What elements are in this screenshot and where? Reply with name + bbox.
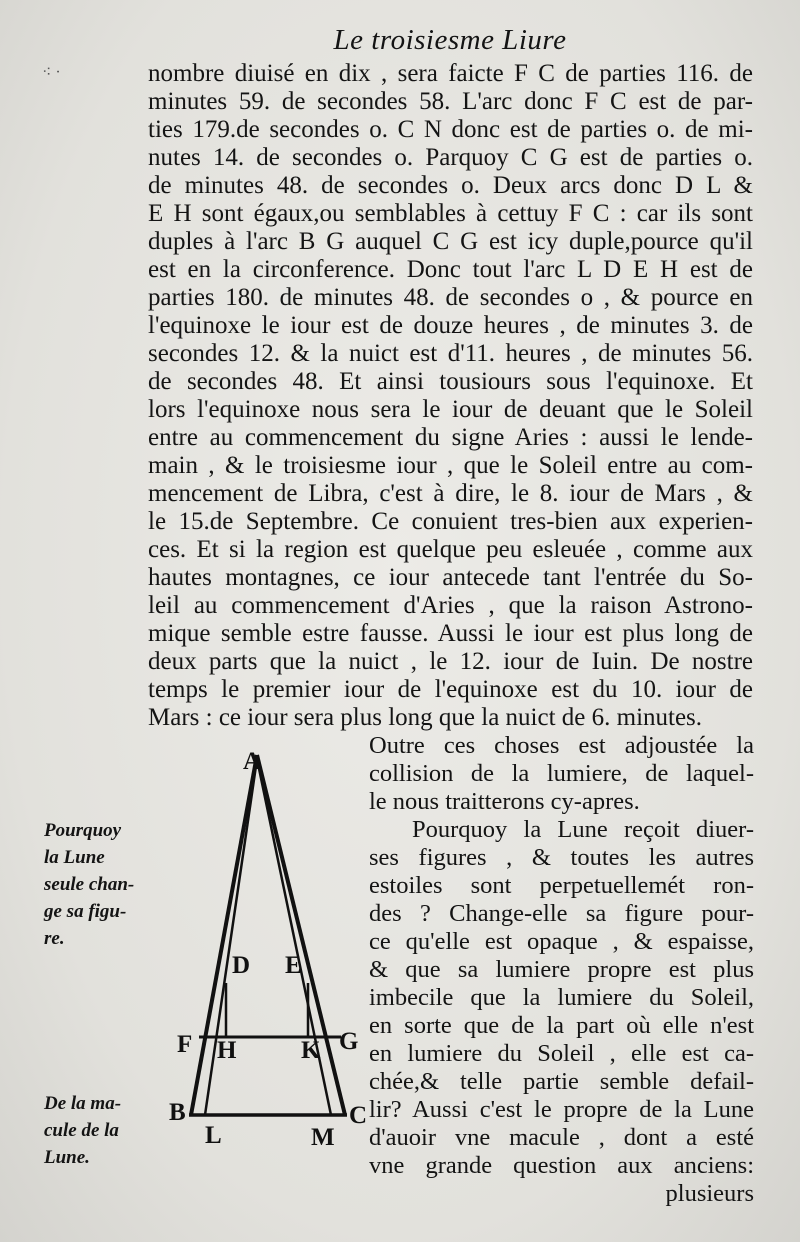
text-line: estoiles sont perpetuellemét ron- [369,872,754,899]
text-line: E H sont égaux,ou semblables à cettuy F C : car ils sont [148,200,753,227]
text-line: ces. Et si la region est quelque peu esleuée , comme aux [148,536,753,563]
margin-note-line: Lune. [44,1147,90,1168]
label-l: L [205,1122,222,1149]
text-line: est en la circonference. Donc tout l'arc L D E H est de [148,256,753,283]
margin-note-line: re. [44,928,65,949]
label-h: H [217,1037,237,1064]
text-line: deux parts que la nuict , le 12. iour de Iuin. De nostre [148,648,753,675]
margin-note-lune-figure [44,817,149,952]
label-b: B [169,1099,186,1126]
margin-note-line: ge sa figu- [44,901,127,922]
label-a: A [243,748,262,775]
label-f: F [177,1031,193,1058]
text-line: le 15.de Septembre. Ce conuient tres-bien aux experien- [148,508,753,535]
label-d: D [232,952,251,979]
text-line: parties 180. de minutes 48. de secondes o , & pource en [148,284,753,311]
text-line: imbecile que la lumiere du Soleil, [369,984,754,1011]
text-line: hautes montagnes, ce iour antecede tant l'entrée du So- [148,564,753,591]
text-line: le nous traitterons cy-apres. [369,788,640,815]
running-head: Le troisiesme Liure [333,24,567,56]
text-line: mique semble estre fausse. Aussi le iour est plus long de [148,620,753,647]
label-e: E [285,952,302,979]
text-line: Mars : ce iour sera plus long que la nuict de 6. minutes. [148,704,703,731]
text-line: secondes 12. & la nuict est d'11. heures , de minutes 56. [148,340,753,367]
text-line: Outre ces choses est adjoustée la [369,732,754,759]
text-line: des ? Change-elle sa figure pour- [369,900,754,927]
margin-note-line: la Lune [44,847,105,868]
ink-smudge: ⁖ · [42,64,61,81]
text-line: vne grande question aux anciens: [369,1152,754,1179]
text-line: main , & le troisiesme iour , que le Soleil entre au com- [148,452,753,479]
text-line: & que sa lumiere propre est plus [369,956,754,983]
text-line: nombre diuisé en dix , sera faicte F C de parties 116. de [148,60,753,87]
text-line: chée,& telle partie semble defail- [369,1068,754,1095]
text-line: d'auoir vne macule , dont a esté [369,1124,754,1151]
margin-note-line: cule de la [44,1120,119,1141]
margin-note-line: seule chan- [44,874,135,895]
text-line: temps le premier iour de l'equinoxe est du 10. iour de [148,676,753,703]
text-line: en lumiere du Soleil , elle est ca- [369,1040,754,1067]
text-line: ties 179.de secondes o. C N donc est de parties o. de mi- [148,116,753,143]
text-line: lors l'equinoxe nous sera le iour de deuant que le Soleil [148,396,753,423]
margin-note-macule [44,1090,149,1171]
text-line: leil au commencement d'Aries , que la raison Astrono- [148,592,753,619]
text-line: collision de la lumiere, de laquel- [369,760,754,787]
text-line: duples à l'arc B G auquel C G est icy duple,pource qu'il [148,228,753,255]
text-line: l'equinoxe le iour est de douze heures , de minutes 3. de [148,312,753,339]
text-line: en sorte que de la part où elle n'est [369,1012,754,1039]
text-line: lir? Aussi c'est le propre de la Lune [369,1096,754,1123]
label-c: C [349,1102,368,1129]
label-g: G [339,1028,359,1055]
margin-note-line: Pourquoy [44,820,122,841]
text-line: mencement de Libra, c'est à dire, le 8. iour de Mars , & [148,480,753,507]
text-line: Pourquoy la Lune reçoit diuer- [412,816,754,843]
catchword: plusieurs [665,1180,754,1207]
text-line: de minutes 48. de secondes o. Deux arcs donc D L & [148,172,753,199]
label-m: M [311,1124,335,1150]
text-line: ses figures , & toutes les autres [369,844,754,871]
text-line: de secondes 48. Et ainsi tousiours sous l'equinoxe. Et [148,368,753,395]
geometric-figure-triangle [165,745,370,1150]
text-line: nutes 14. de secondes o. Parquoy C G est de parties o. [148,144,753,171]
label-k: K [301,1037,321,1064]
text-line: ce qu'elle est opaque , & espaisse, [369,928,754,955]
text-line: minutes 59. de secondes 58. L'arc donc F C est de par- [148,88,753,115]
margin-note-line: De la ma- [44,1093,122,1114]
text-line: entre au commencement du signe Aries : aussi le lende- [148,424,753,451]
